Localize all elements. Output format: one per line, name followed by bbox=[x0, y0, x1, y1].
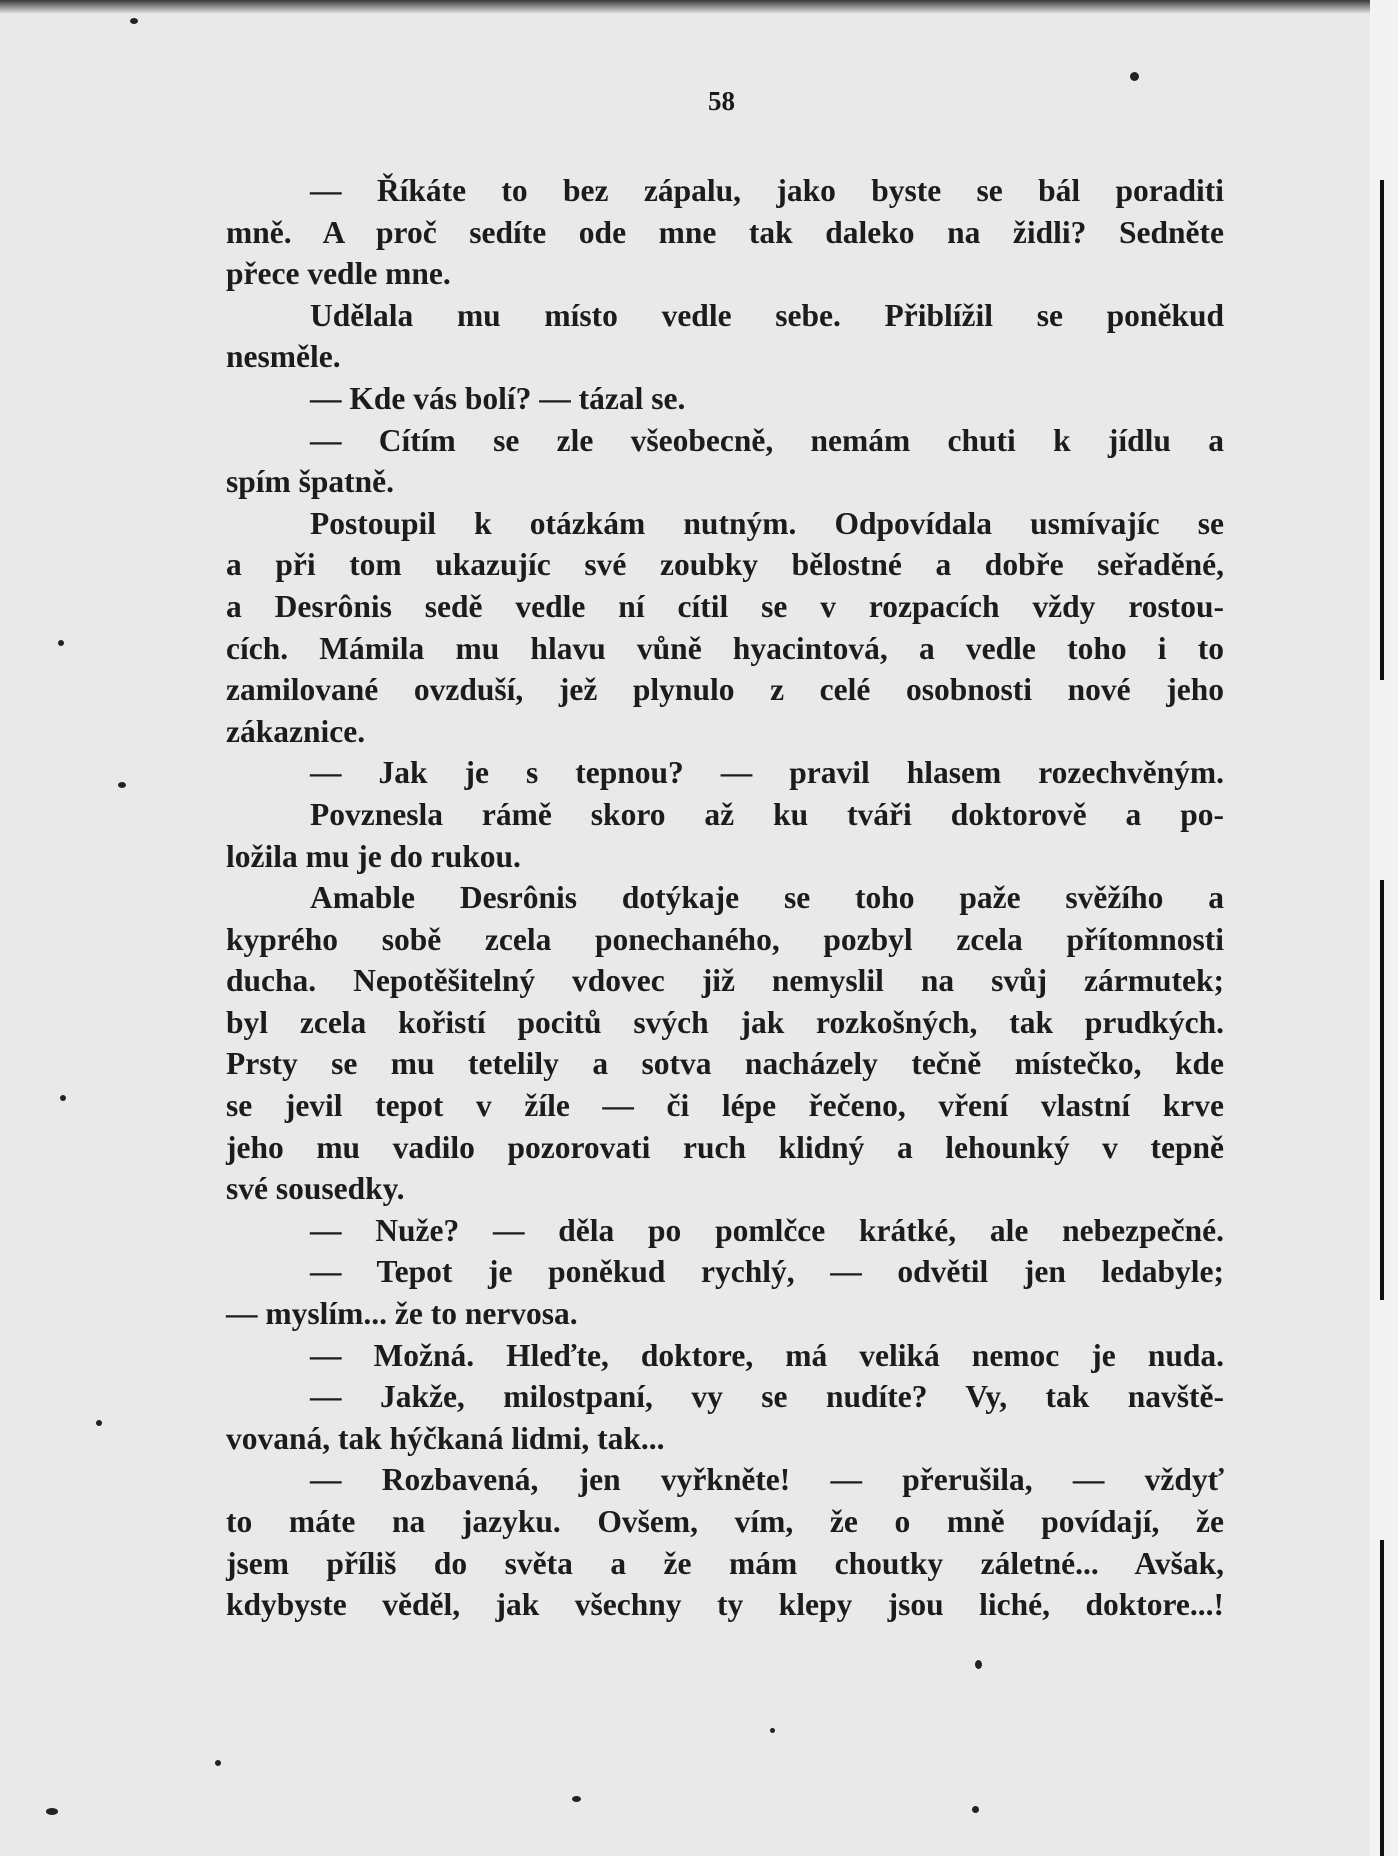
text-line: kdybyste věděl, jak všechny ty klepy jsou liché, doktore...! bbox=[226, 1587, 1224, 1623]
text-line: a Desrônis sedě vedle ní cítil se v rozpacích vždy rostou- bbox=[226, 588, 1224, 624]
text-line: zamilované ovzduší, jež plynulo z celé osobnosti nové jeho bbox=[226, 672, 1224, 708]
body-text bbox=[226, 170, 1224, 1626]
page-number: 58 bbox=[708, 86, 735, 116]
scan-speck bbox=[975, 1660, 982, 1669]
text-line: — Cítím se zle všeobecně, nemám chuti k jídlu a bbox=[310, 422, 1224, 458]
text-line: mně. A proč sedíte ode mne tak daleko na židli? Sedněte bbox=[226, 214, 1224, 250]
text-line: Povznesla rámě skoro až ku tváři doktorově a po- bbox=[310, 796, 1224, 832]
scan-speck bbox=[1130, 72, 1139, 81]
scan-speck bbox=[770, 1728, 775, 1733]
text-line: jsem příliš do světa a že mám choutky záletné... Avšak, bbox=[226, 1545, 1224, 1581]
text-line: ducha. Nepotěšitelný vdovec již nemyslil na svůj zármutek; bbox=[226, 963, 1224, 999]
text-line: Prsty se mu tetelily a sotva nacházely tečně místečko, kde bbox=[226, 1046, 1224, 1082]
text-line: ložila mu je do rukou. bbox=[226, 838, 521, 874]
text-line: — Možná. Hleďte, doktore, má veliká nemoc je nuda. bbox=[310, 1337, 1224, 1373]
scan-speck bbox=[572, 1796, 581, 1802]
text-line: — Nuže? — děla po pomlčce krátké, ale nebezpečné. bbox=[310, 1212, 1224, 1248]
text-line: Udělala mu místo vedle sebe. Přiblížil se poněkud bbox=[310, 297, 1224, 333]
text-line: spím špatně. bbox=[226, 464, 395, 500]
text-line: zákaznice. bbox=[226, 713, 366, 749]
text-line: — Říkáte to bez zápalu, jako byste se bál poraditi bbox=[310, 173, 1224, 208]
text-line: — Tepot je poněkud rychlý, — odvětil jen ledabyle; bbox=[310, 1254, 1224, 1290]
text-line: přece vedle mne. bbox=[226, 256, 451, 292]
text-line: jeho mu vadilo pozorovati ruch klidný a lehounký v tepně bbox=[226, 1129, 1224, 1165]
text-line: Amable Desrônis dotýkaje se toho paže svěžího a bbox=[310, 880, 1224, 916]
scan-speck bbox=[130, 18, 138, 24]
text-line: nesměle. bbox=[226, 339, 341, 375]
scan-speck bbox=[972, 1806, 979, 1813]
text-line: byl zcela kořistí pocitů svých jak rozkošných, tak prudkých. bbox=[226, 1004, 1224, 1040]
text-line: — myslím... že to nervosa. bbox=[226, 1296, 578, 1332]
text-line: kyprého sobě zcela ponechaného, pozbyl zcela přítomnosti bbox=[226, 921, 1224, 957]
text-line: se jevil tepot v žíle — či lépe řečeno, vření vlastní krve bbox=[226, 1088, 1224, 1124]
text-line: — Jak je s tepnou? — pravil hlasem rozechvěným. bbox=[310, 755, 1224, 791]
scan-speck bbox=[96, 1420, 102, 1426]
text-line: své sousedky. bbox=[226, 1171, 405, 1207]
scan-speck bbox=[118, 782, 126, 788]
text-line: — Rozbavená, jen vyřkněte! — přerušila, — vždyť bbox=[310, 1462, 1224, 1498]
text-line: — Kde vás bolí? — tázal se. bbox=[310, 380, 686, 416]
text-line: vovaná, tak hýčkaná lidmi, tak... bbox=[226, 1420, 665, 1456]
page-edge bbox=[1370, 0, 1398, 1856]
text-line: Postoupil k otázkám nutným. Odpovídala usmívajíc se bbox=[310, 505, 1224, 541]
text-line: cích. Mámila mu hlavu vůně hyacintová, a vedle toho i to bbox=[226, 630, 1224, 666]
text-line: to máte na jazyku. Ovšem, vím, že o mně povídají, že bbox=[226, 1504, 1224, 1539]
scan-speck bbox=[58, 640, 64, 646]
text-line: a při tom ukazujíc své zoubky bělostné a dobře seřaděné, bbox=[226, 547, 1224, 583]
text-line: — Jakže, milostpaní, vy se nudíte? Vy, tak navště- bbox=[310, 1379, 1224, 1415]
scan-speck bbox=[215, 1760, 221, 1766]
scan-speck bbox=[60, 1095, 66, 1101]
scan-speck bbox=[46, 1808, 58, 1815]
